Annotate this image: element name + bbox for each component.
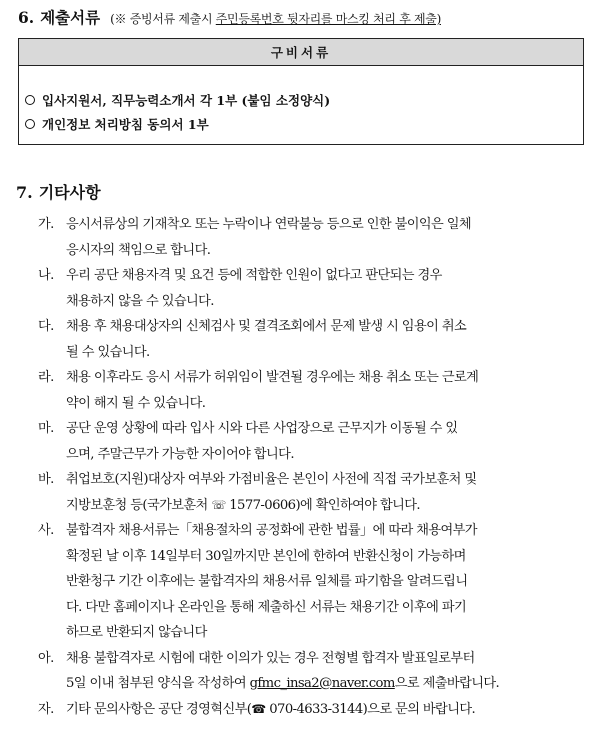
list-item [38,365,584,416]
item-text-part: 기타 문의사항은 공단 경영혁신부( [66,701,252,717]
section-number: 7. [16,183,33,202]
note-underlined: 주민등록번호 뒷자리를 마스킹 처리 후 제출) [215,12,441,26]
item-marker: 마. [38,421,54,436]
item-marker: 라. [38,370,54,385]
item-text [66,467,584,518]
email-link[interactable]: gfmc_insa2@naver.com [249,676,395,691]
item-text-part: 1577-0606)에 확인하여야 합니다. [225,497,421,513]
item-text: 채용 후 채용대상자의 신체검사 및 결격조회에서 문제 발생 시 임용이 취소 될 수 있습니다. [66,319,467,360]
item-marker: 다. [38,319,54,334]
section-note [110,12,441,26]
section-title: 기타사항 [38,183,101,202]
circle-bullet-icon [25,119,35,129]
section-6-heading [18,6,441,28]
phone-icon: ☏ [211,497,226,512]
item-marker: 아. [38,650,54,666]
item-marker: 자. [38,701,54,717]
notes-list [38,212,584,722]
documents-table [18,38,584,145]
item-text: 응시서류상의 기재착오 또는 누락이나 연락불능 등으로 인한 불이익은 일체 응시자의 책임으로 합니다. [66,217,472,258]
row-text: 입사지원서, 직무능력소개서 각 1부 (붙임 소정양식) [42,93,331,108]
item-text: 채용 이후라도 응시 서류가 허위임이 발견될 경우에는 채용 취소 또는 근로계 약이 해지 될 수 있습니다. [66,370,479,411]
circle-bullet-icon [25,95,35,105]
item-text-part: 으로 제출바랍니다. [394,676,500,691]
row-text: 개인정보 처리방침 동의서 1부 [42,117,209,132]
item-marker: 바. [38,472,54,487]
table-header: 구비서류 [19,39,583,66]
list-item [38,646,584,697]
item-text-part: 070-4633-3144)으로 문의 바랍니다. [265,701,476,717]
list-item [38,212,584,263]
item-marker: 가. [38,217,54,232]
item-text: 우리 공단 채용자격 및 요건 등에 적합한 인원이 없다고 판단되는 경우 채용하지 않을 수 있습니다. [66,268,442,309]
item-text-part: 취업보호(지원)대상자 여부와 가점비율은 본인이 사전에 직접 국가보훈처 및 지방보훈청 등(국가보훈처 [66,472,477,513]
list-item [38,314,584,365]
item-text: 공단 운영 상황에 따라 입사 시와 다른 사업장으로 근무지가 이동될 수 있 으며, 주말근무가 가능한 자이어야 합니다. [66,421,458,462]
item-text [66,646,584,697]
section-number: 6. [18,8,35,27]
telephone-icon: ☎ [251,701,266,716]
list-item [38,518,584,646]
item-marker: 사. [38,523,54,538]
item-text-part: 채용 불합격자로 시험에 대한 이의가 있는 경우 전형별 합격자 발표일로부터 5일 이내 첨부된 양식을 작성하여 [66,650,475,691]
note-prefix: (※ 증빙서류 제출시 [110,12,216,26]
list-item [38,467,584,518]
list-item [38,263,584,314]
item-marker: 나. [38,268,54,283]
section-title: 제출서류 [40,8,101,27]
list-item [38,697,584,723]
table-row [25,115,209,133]
item-text [66,697,584,723]
table-row [25,91,330,109]
section-7-heading [16,180,101,203]
item-text: 불합격자 채용서류는「채용절차의 공정화에 관한 법률」에 따라 채용여부가 확정된 날 이후 14일부터 30일까지만 본인에 한하여 반환신청이 가능하며 반환청구 기간 이후에는 불합격자의 채용서류 일체를 파기함을 알려드립니 다. 다만 홈페이지나 온라인을 통해 제출하신 서류는 채용기간 이후에 파기 하므로 반환되지 않습니다 [66,523,477,640]
list-item [38,416,584,467]
